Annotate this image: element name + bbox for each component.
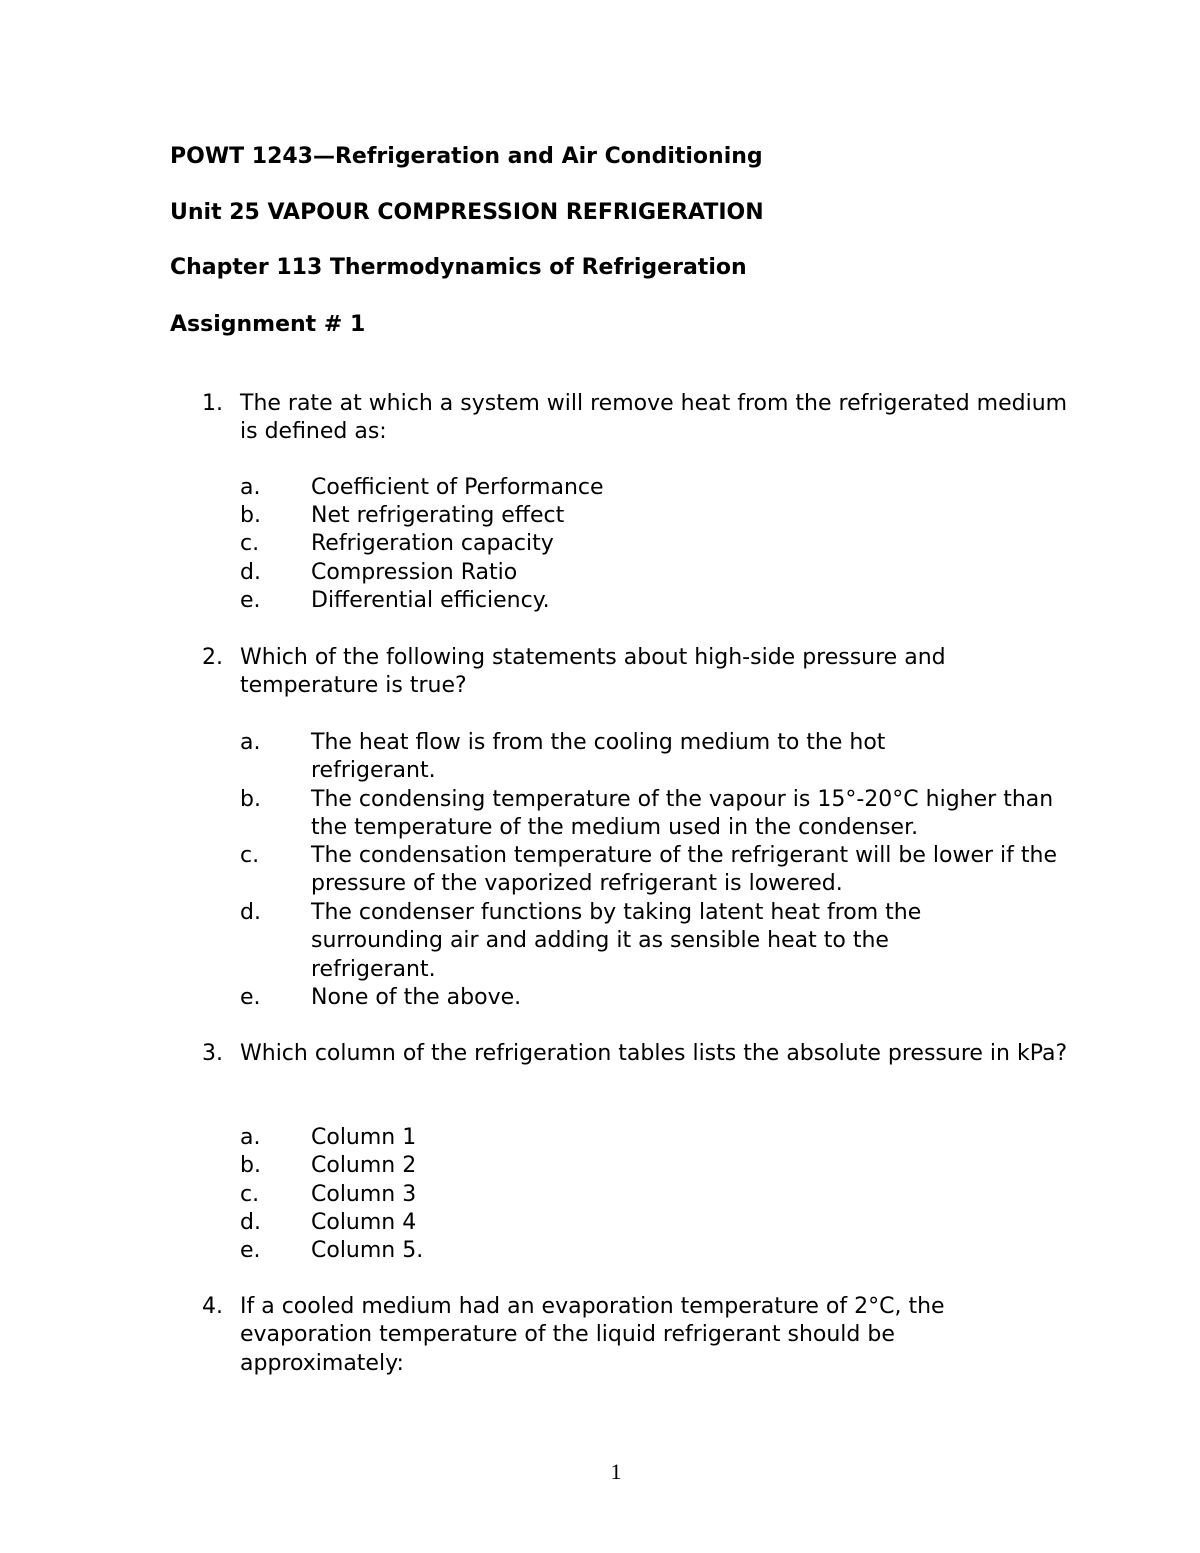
question-text: The rate at which a system will remove heat from the refrigerated medium is defined as: (240, 391, 1068, 445)
option-text: Column 1 (311, 1125, 417, 1150)
option-letter: e. (240, 588, 261, 613)
option-text: None of the above. (311, 985, 522, 1010)
option-letter: a. (240, 475, 261, 500)
option-letter: b. (240, 1153, 261, 1178)
question-text: Which column of the refrigeration tables lists the absolute pressure in kPa? (240, 1041, 1068, 1066)
question-number: 3. (202, 1041, 223, 1066)
option-letter: d. (240, 560, 261, 585)
option-letter: d. (240, 1210, 261, 1235)
option-text: The condensing temperature of the vapour is 15°-20°C higher than the temperature of the medium used in the condenser. (311, 787, 1054, 841)
option-letter: e. (240, 1238, 261, 1263)
option-text: The condenser functions by taking latent heat from the surrounding air and adding it as sensible heat to the refrigerant. (311, 900, 922, 982)
option-text: Column 4 (311, 1210, 417, 1235)
question-number: 2. (202, 645, 223, 670)
option-text: Column 2 (311, 1153, 417, 1178)
option-text: Net refrigerating effect (311, 503, 565, 528)
option-letter: b. (240, 787, 261, 812)
question-number: 4. (202, 1294, 223, 1319)
option-text: Compression Ratio (311, 560, 518, 585)
course-title: POWT 1243—Refrigeration and Air Conditioning (170, 144, 763, 169)
option-letter: c. (240, 843, 260, 868)
question-text: Which of the following statements about high-side pressure and temperature is true? (240, 645, 946, 699)
option-text: Coefficient of Performance (311, 475, 604, 500)
option-letter: a. (240, 730, 261, 755)
option-letter: d. (240, 900, 261, 925)
option-text: The heat flow is from the cooling medium to the hot refrigerant. (311, 730, 886, 784)
page-number: 1 (610, 1459, 622, 1484)
option-letter: b. (240, 503, 261, 528)
option-text: Refrigeration capacity (311, 531, 554, 556)
option-letter: c. (240, 1182, 260, 1207)
question-number: 1. (202, 391, 223, 416)
option-letter: a. (240, 1125, 261, 1150)
option-text: Column 3 (311, 1182, 417, 1207)
option-letter: c. (240, 531, 260, 556)
chapter-title: Chapter 113 Thermodynamics of Refrigeration (170, 255, 747, 280)
assignment-title: Assignment # 1 (170, 312, 366, 337)
option-text: Differential efficiency. (311, 588, 550, 613)
unit-title: Unit 25 VAPOUR COMPRESSION REFRIGERATION (170, 200, 764, 225)
option-text: The condensation temperature of the refrigerant will be lower if the pressure of the vaporized refrigerant is lowered. (311, 843, 1058, 897)
option-letter: e. (240, 985, 261, 1010)
option-text: Column 5. (311, 1238, 424, 1263)
question-text: If a cooled medium had an evaporation temperature of 2°C, the evaporation temperature of the liquid refrigerant should be approximately: (240, 1294, 945, 1376)
